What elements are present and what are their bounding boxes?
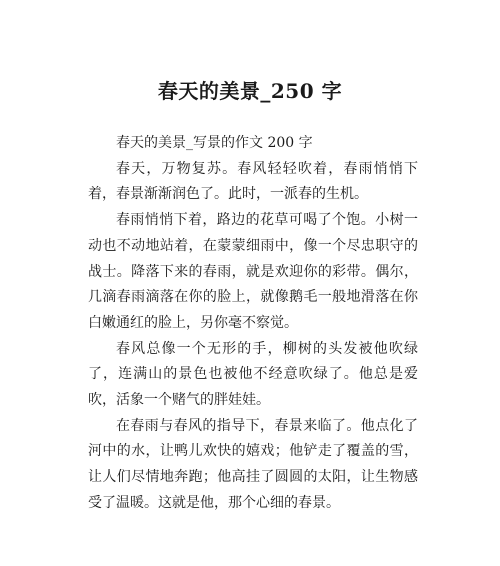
document-title: 春天的美景_250 字 xyxy=(157,79,343,104)
paragraph: 春天，万物复苏。春风轻轻吹着，春雨悄悄下着，春景渐渐润色了。此时，一派春的生机。 xyxy=(88,160,418,203)
document-body xyxy=(88,131,418,517)
paragraph: 春风总像一个无形的手，柳树的头发被他吹绿了，连满山的景色也被他不经意吹绿了。他总是爱吹，活象一个赌气的胖娃娃。 xyxy=(88,340,418,409)
paragraph: 春雨悄悄下着，路边的花草可喝了个饱。小树一动也不动地站着，在蒙蒙细雨中，像一个尽忠职守的战士。降落下来的春雨，就是欢迎你的彩带。偶尔，几滴春雨滴落在你的脸上，就像鹅毛一般地滑落在你白嫩通红的脸上，另你毫不察觉。 xyxy=(88,212,418,331)
document-subtitle: 春天的美景_写景的作文 200 字 xyxy=(116,135,313,151)
paragraph: 在春雨与春风的指导下，春景来临了。他点化了河中的水，让鸭儿欢快的嬉戏；他铲走了覆盖的雪，让人们尽情地奔跑；他高挂了圆圆的太阳，让生物感受了温暖。这就是他，那个心细的春景。 xyxy=(88,417,418,511)
